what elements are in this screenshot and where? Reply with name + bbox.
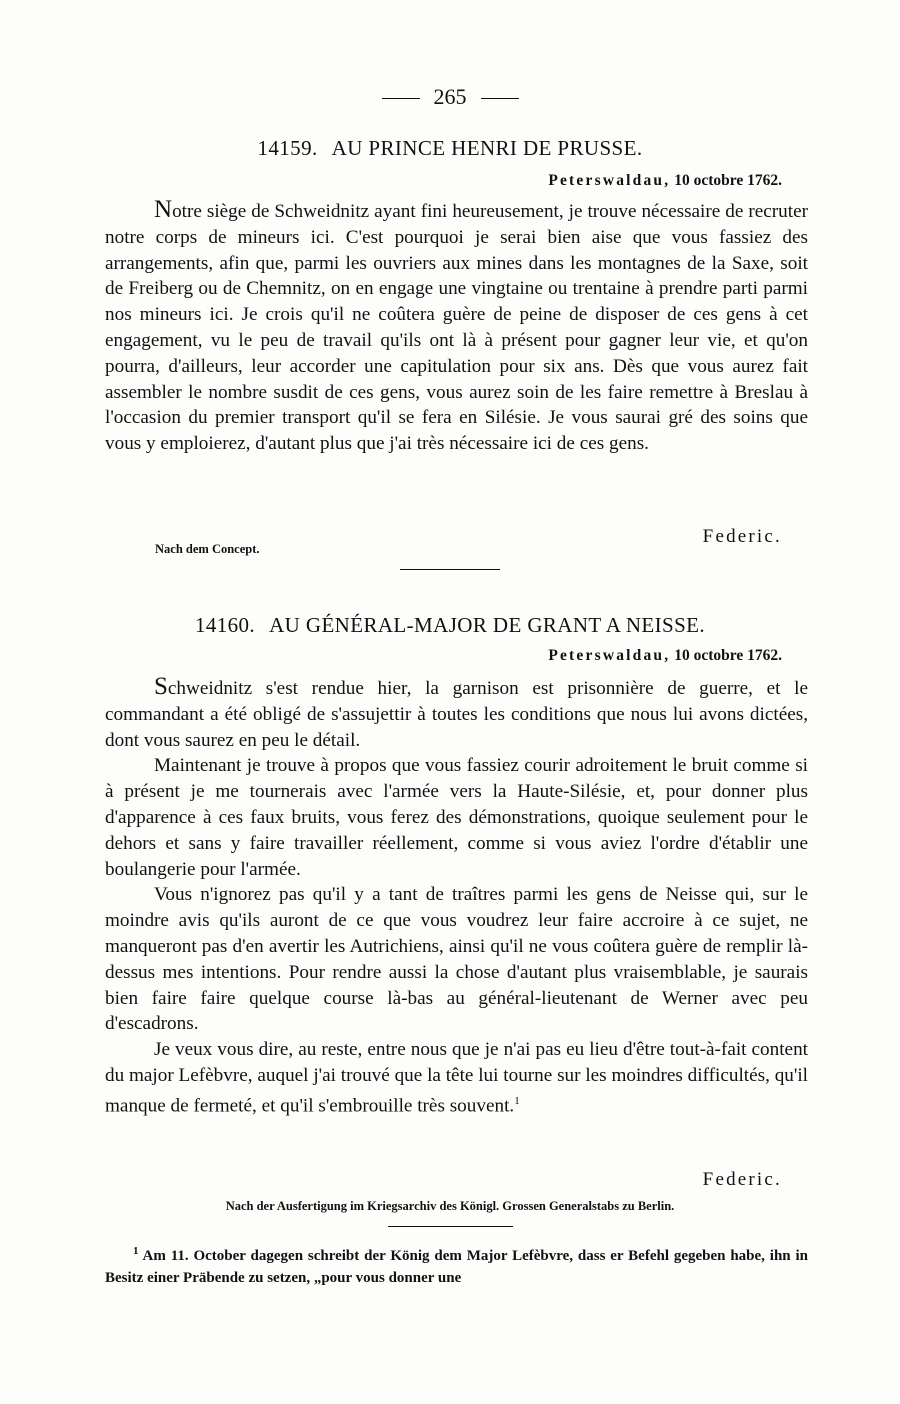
- letter-2-paragraph-1: Schweidnitz s'est rendue hier, la garnison est prisonnière de guerre, et le commandant a été obligé de s'assujettir à toutes les conditions que nous lui avons dictées, dont vous saurez en peu le détail.: [105, 673, 808, 751]
- footnote-text: Am 11. October dagegen schreibt der König dem Major Lefèbvre, dass er Befehl gegeben habe, ihn in Besitz einer Präbende zu setzen, „pour vous donner une: [105, 1248, 808, 1286]
- footnote-reference: 1: [514, 1094, 520, 1107]
- letter-1-heading: [0, 136, 900, 161]
- letter-1-body: [105, 197, 808, 457]
- letter-1-signature: Federic.: [702, 526, 782, 547]
- letter-1-number: 14159.: [257, 136, 318, 160]
- letter-2-body: [105, 674, 808, 1119]
- footnote: [105, 1240, 808, 1289]
- letter-2-paragraph-4: [105, 1037, 808, 1119]
- footnote-separator-rule: [388, 1226, 513, 1227]
- letter-2-place: Peterswaldau,: [548, 647, 671, 664]
- letter-1-paragraph-1: Notre siège de Schweidnitz ayant fini heureusement, je trouve nécessaire de recruter notre corps de mineurs ici. C'est pourquoi je serai bien aise que vous fassiez des arrangements, afin que, parmi les ouvriers aux mines dans les montagnes de la Saxe, soit de Freiberg ou de Chemnitz, on en engage une vingtaine ou trentaine à prendre parti parmi nos mineurs ici. Je crois qu'il ne coûtera guère de peine de disposer de ces gens à cet engagement, vu le peu de travail qu'ils ont là à présent pour gagner leur vie, et qu'on pourra, d'ailleurs, leur accorder une capitulation pour six ans. Dès que vous aurez fait assembler le nombre susdit de ces gens, vous aurez soin de les faire remettre à Breslau à l'occasion du premier transport qu'il se fera en Silésie. Je vous saurai gré des soins que vous y emploierez, d'autant plus que j'ai très nécessaire ici de ces gens.: [105, 196, 808, 455]
- letter-1-date: 10 octobre 1762.: [674, 172, 782, 189]
- letter-1-recipient: AU PRINCE HENRI DE PRUSSE.: [331, 136, 643, 160]
- letter-2-heading: [0, 613, 900, 638]
- letter-1-place: Peterswaldau,: [548, 172, 671, 189]
- page-number-text: 265: [433, 84, 467, 109]
- footnote-paragraph: [105, 1240, 808, 1289]
- footnote-marker: 1: [133, 1245, 139, 1257]
- letter-2-source: Nach der Ausfertigung im Kriegsarchiv des Königl. Grossen Generalstabs zu Berlin.: [225, 1199, 675, 1213]
- letter-2-number: 14160.: [194, 613, 256, 637]
- letter-2-date: 10 octobre 1762.: [674, 647, 782, 664]
- letter-1-source: Nach dem Concept.: [155, 542, 260, 556]
- letter-2-signature: Federic.: [702, 1169, 782, 1190]
- letter-1-dateline: [548, 172, 782, 190]
- letter-2-paragraph-3: Vous n'ignorez pas qu'il y a tant de traîtres parmi les gens de Neisse qui, sur le moindre avis qu'ils auront de ce que vous voudrez leur faire accroire à ce sujet, ne manqueront pas d'en avertir les Autrichiens, ainsi qu'il ne vous coûtera guère de remplir là-dessus mes intentions. Pour rendre aussi la chose d'autant plus vraisemblable, je saurais bien faire faire quelque course là-bas au général-lieutenant de Werner avec peu d'escadrons.: [105, 884, 808, 1035]
- letter-2-paragraph-4-text: Je veux vous dire, au reste, entre nous que je n'ai pas eu lieu d'être tout-à-fait content du major Lefèbvre, auquel j'ai trouvé que la tête lui tourne sur les moindres difficultés, qu'il manque de fermeté, et qu'il s'embrouille très souvent.: [105, 1039, 808, 1117]
- letter-2-recipient: AU GÉNÉRAL-MAJOR DE GRANT A NEISSE.: [269, 613, 706, 637]
- page-number: [0, 84, 900, 110]
- page-number-dash-right: [481, 98, 519, 99]
- letter-separator-rule: [400, 569, 500, 570]
- page-number-dash-left: [382, 98, 420, 99]
- letter-2-dateline: [548, 647, 782, 665]
- letter-2-paragraph-2: Maintenant je trouve à propos que vous fassiez courir adroitement le bruit comme si à présent je me tournerais avec l'armée vers la Haute-Silésie, et, pour donner plus d'apparence à ces faux bruits, vous ferez des démonstrations, quoique seulement pour le dehors et sans y faire travailler réellement, comme si vous aviez l'ordre d'établir une boulangerie pour l'armée.: [105, 755, 808, 880]
